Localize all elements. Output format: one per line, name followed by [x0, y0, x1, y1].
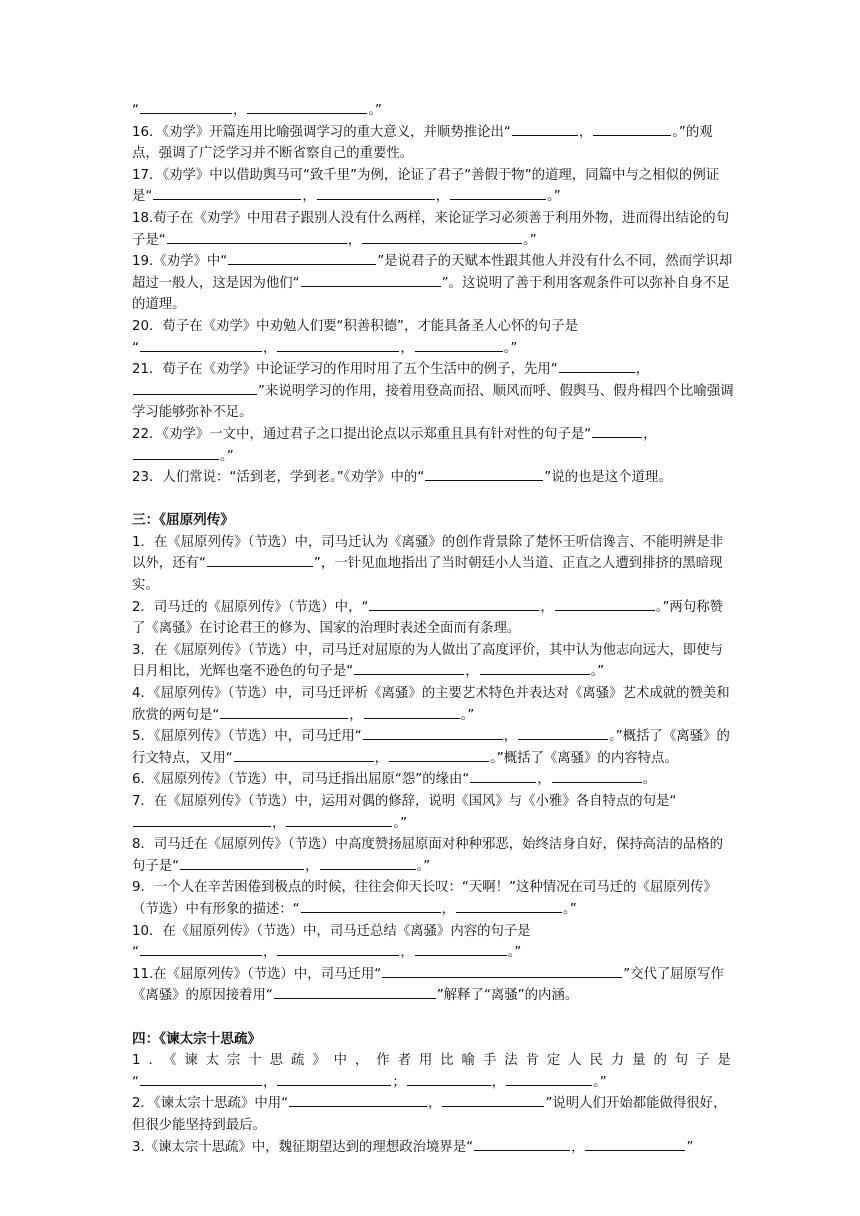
question-16: 16．《劝学》开篇连用比喻强调学习的重大意义，并顺势推论出“ ， 。”的观点，强调了广泛学习并不断省察自己的重要性。 — [132, 122, 734, 165]
question-22: 22．《劝学》一文中，通过君子之口提出论点以示郑重且具有针对性的句子是“ ，。” — [132, 424, 734, 467]
blank[interactable] — [425, 467, 543, 481]
jian-question-1-blanks: “ ， ； ， 。” — [132, 1072, 734, 1094]
blank[interactable] — [555, 597, 655, 611]
jian-question-3: 3.《谏太宗十思疏》中，魏征期望达到的理想政治境界是“ ， ” — [132, 1137, 734, 1159]
blank[interactable] — [450, 186, 546, 200]
blank[interactable] — [153, 186, 301, 200]
question-19: 19.《劝学》中“ ”是说君子的天赋本性跟其他人并没有什么不同，然而学识却超过一般人，这是因为他们“ ”。这说明了善于利用客观条件可以弥补自身不足的道理。 — [132, 251, 734, 316]
qu-question-7: 7．在《屈原列传》（节选）中，运用对偶的修辞，说明《国风》与《小雅》各自特点的句是“， 。” — [132, 794, 677, 831]
section-title-qu-yuan: 三：《屈原列传》 — [132, 512, 234, 529]
blank[interactable] — [133, 446, 219, 460]
blank[interactable] — [220, 705, 348, 719]
jian-question-2: 2．《谏太宗十思疏》中用“ ， ”说明人们开始都能做得很好，但很少能坚持到最后。 — [132, 1093, 734, 1136]
blank[interactable] — [167, 230, 347, 244]
blank[interactable] — [593, 122, 671, 136]
blank[interactable] — [354, 661, 464, 675]
blank[interactable] — [320, 856, 416, 870]
blank[interactable] — [277, 942, 399, 956]
blank[interactable] — [592, 424, 642, 438]
blank[interactable] — [289, 1093, 427, 1107]
qu-question-8: 8．司马迁在《屈原列传》（节选）中高度赞扬屈原面对种种邪恶，始终洁身自好，保持高洁的品格的句子是“ ， 。” — [132, 837, 724, 874]
qu-question-10: 10．在《屈原列传》（节选）中，司马迁总结《离骚》内容的句子是 “ ， ， 。” — [132, 923, 531, 961]
blank[interactable] — [442, 1093, 544, 1107]
jian-question-1-line: 1．《谏太宗十思疏》中，作者用比喻手法肯定人民力量的句子是 — [132, 1053, 734, 1069]
blank[interactable] — [552, 769, 642, 783]
blank[interactable] — [415, 338, 503, 352]
blank[interactable] — [277, 1072, 391, 1086]
blank[interactable] — [512, 122, 578, 136]
blank[interactable] — [382, 964, 622, 978]
blank[interactable] — [407, 1072, 491, 1086]
question-23: 23．人们常说：“活到老，学到老。”《劝学》中的“ ”说的也是这个道理。 — [132, 467, 734, 489]
qu-question-2: 2．司马迁的《屈原列传》（节选）中，“ ， 。”两句称赞了《离骚》在讨论君王的修为、国家的治理时表述全面而有条理。 — [132, 597, 734, 640]
blank[interactable] — [470, 769, 536, 783]
blank[interactable] — [207, 553, 313, 567]
blank[interactable] — [286, 813, 392, 827]
blank[interactable] — [415, 942, 507, 956]
blank[interactable] — [369, 597, 539, 611]
question-18: 18.荀子在《劝学》中用君子跟别人没有什么两样，来论证学习必须善于利用外物，进而得出结论的句子是“ ， 。” — [132, 210, 730, 248]
blank[interactable] — [140, 1072, 262, 1086]
blank[interactable] — [301, 273, 441, 287]
blank[interactable] — [362, 230, 522, 244]
worksheet-page — [132, 100, 734, 1158]
blank[interactable] — [277, 338, 399, 352]
question-15-continued: “ ， 。” — [132, 100, 734, 122]
section-title-jian-tai-zong: 四：《谏太宗十思疏》 — [132, 1030, 262, 1047]
blank[interactable] — [140, 100, 232, 114]
qu-question-6: 6．《屈原列传》（节选）中，司马迁指出屈原“怨”的缘由“ ， 。 — [132, 769, 734, 791]
question-21: 21．荀子在《劝学》中论证学习的作用时用了五个生活中的例子，先用“ ，”来说明学习的作用，接着用登高而招、顺风而呼、假舆马、假舟楫四个比喻强调学习能够弥补不足。 — [132, 359, 734, 424]
blank[interactable] — [133, 813, 271, 827]
qu-question-9: 9．一个人在辛苦困倦到极点的时候，往往会仰天长叹：“天啊！”这种情况在司马迁的《屈原列传》（节选）中有形象的描述：“ ， 。” — [132, 880, 717, 917]
blank[interactable] — [480, 661, 590, 675]
blank[interactable] — [389, 748, 489, 762]
question-20: 20．荀子在《劝学》中劝勉人们要“积善积德”，才能具备圣人心怀的句子是 “ ， ， 。” — [132, 318, 579, 356]
blank[interactable] — [274, 985, 436, 999]
blank[interactable] — [474, 1137, 570, 1151]
blank[interactable] — [301, 899, 441, 913]
qu-question-1: 1．在《屈原列传》（节选）中，司马迁认为《离骚》的创作背景除了楚怀王听信谗言、不能明辨是非以外，还有“ ”，一针见血地指出了当时朝廷小人当道、正直之人遭到排挤的黑暗现实。 — [132, 534, 724, 594]
blank[interactable] — [506, 1072, 592, 1086]
blank[interactable] — [140, 942, 262, 956]
blank[interactable] — [364, 705, 460, 719]
blank[interactable] — [133, 381, 257, 395]
qu-question-4: 4．《屈原列传》（节选）中，司马迁评析《离骚》的主要艺术特色并表达对《离骚》艺术成就的赞美和欣赏的两句是“ ， 。” — [132, 686, 730, 723]
blank[interactable] — [518, 726, 608, 740]
blank[interactable] — [228, 251, 376, 265]
blank[interactable] — [247, 100, 367, 114]
blank[interactable] — [456, 899, 562, 913]
qu-question-5: 5．《屈原列传》（节选）中，司马迁用“ ， 。”概括了《离骚》的行文特点，又用“ ， 。”概括了《离骚》的内容特点。 — [132, 726, 734, 769]
blank[interactable] — [180, 856, 304, 870]
blank[interactable] — [140, 338, 262, 352]
blank[interactable] — [317, 186, 435, 200]
question-17: 17．《劝学》中以借助舆马可“致千里”为例，论证了君子“善假于物”的道理，同篇中与之相似的例证是“ ， ， 。” — [132, 167, 720, 205]
qu-question-11: 11.在《屈原列传》（节选）中，司马迁用“ ”交代了屈原写作《离骚》的原因接着用“ ”解释了“离骚”的内涵。 — [132, 964, 734, 1007]
qu-question-3: 3．在《屈原列传》（节选）中，司马迁对屈原的为人做出了高度评价，其中认为他志向远大，即使与日月相比，光辉也毫不逊色的句子是“ ， 。” — [132, 642, 724, 680]
blank[interactable] — [559, 359, 635, 373]
blank[interactable] — [234, 748, 374, 762]
blank[interactable] — [363, 726, 503, 740]
blank[interactable] — [585, 1137, 685, 1151]
